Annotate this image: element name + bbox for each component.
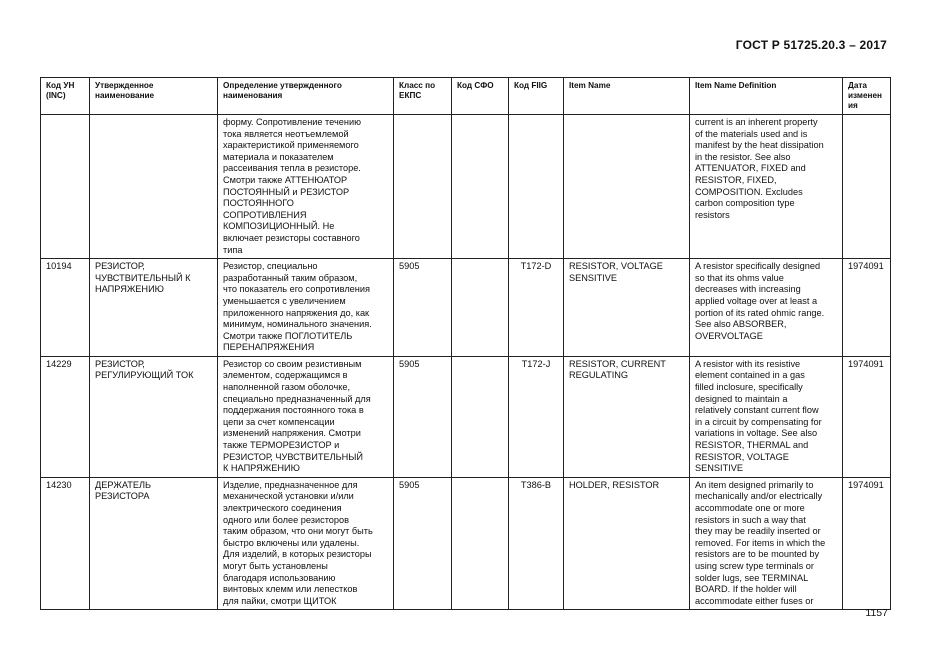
cell-line: designed to maintain a [695,393,788,404]
ekps-cell: 5905 [394,477,452,610]
cell-line: электрического соединения [223,503,342,513]
cell-line: элементом, содержащимся в [223,370,348,381]
definition-en-cell [690,477,843,610]
cell-line: форму. Сопротивление течению [223,117,361,127]
cell-line: SENSITIVE [695,463,743,474]
cell-line: element contained in a gas [695,370,805,381]
cell-line: A resistor specifically designed [695,261,821,272]
cell-line: manifest by the heat dissipation [695,140,824,151]
cell-line: ПОСТОЯННЫЙ и РЕЗИСТОР [223,186,350,197]
cell-line: цепи за счет компенсации [223,416,335,427]
column-header-inc: Код УН (INC) [41,78,90,115]
sfo-cell [452,356,509,477]
cell-line: RESISTOR, VOLTAGE [569,261,663,272]
cell-line: Смотри также ПОГЛОТИТЕЛЬ [223,330,353,341]
cell-line: материала и показателем [223,151,334,162]
cell-line: разработанный таким образом, [223,272,358,283]
column-header-sfo-code: Код СФО [452,78,509,115]
cell-line: solder lugs, see TERMINAL [695,572,809,583]
column-header-item-name-definition: Item Name Definition [690,78,843,115]
cell-line: RESISTOR, THERMAL and [695,440,809,451]
cell-line: РЕЗИСТОР, ЧУВСТВИТЕЛЬНЫЙ [223,451,364,462]
cell-line: using screw type terminals or [695,560,814,571]
date-cell [843,115,891,259]
cell-line: ПЕРЕНАПРЯЖЕНИЯ [223,342,315,353]
cell-line: applied voltage over at least a [695,295,818,306]
table-row [41,259,891,357]
cell-line: BOARD. If the holder will [695,584,797,595]
cell-line: таким образом, что они могут быть [223,526,373,537]
cell-line: приложенного напряжения до, как [223,307,370,318]
cell-line: тока является неотъемлемой [223,128,349,139]
cell-line: SENSITIVE [569,272,617,283]
cell-line: RESISTOR, VOLTAGE [695,451,789,462]
cell-line: благодаря использованию [223,572,336,583]
cell-line: relatively constant current flow [695,405,819,416]
approved-name-cell [90,115,218,259]
cell-line: RESISTOR, CURRENT [569,358,666,369]
cell-line: in the resistor. See also [695,151,791,162]
column-header-change-date: Дата изменения [843,78,891,115]
approved-name-cell [90,477,218,610]
item-name-cell [564,477,690,610]
column-header-definition-ru: Определение утвержденного наименования [218,78,394,115]
cell-line: resistors in such a way that [695,514,806,525]
cell-line: portion of its rated ohmic range. [695,307,825,318]
cell-line: СОПРОТИВЛЕНИЯ [223,209,307,220]
cell-line: ЧУВСТВИТЕЛЬНЫЙ К [95,272,191,283]
cell-line: ДЕРЖАТЕЛЬ [95,479,152,490]
cell-line: they may be readily inserted or [695,526,821,537]
cell-line: винтовых клемм или лепестков [223,584,358,595]
cell-line: so that its ohms value [695,272,784,283]
cell-line: accommodate one or more [695,503,805,513]
cell-line: Резистор со своим резистивным [223,358,362,369]
cell-line: быстро включены или удалены. [223,537,360,548]
cell-line: current is an inherent property [695,117,818,127]
sfo-cell [452,259,509,357]
cell-line: специально предназначенный для [223,393,371,404]
cell-line: характеристикой применяемого [223,140,359,151]
inc-cell: 10194 [41,259,90,357]
inc-cell [41,115,90,259]
cell-line: ATTENUATOR, FIXED and [695,163,806,174]
ekps-cell: 5905 [394,356,452,477]
date-cell: 1974091 [843,477,891,610]
cell-line: See also ABSORBER, [695,319,787,330]
sfo-cell [452,115,509,259]
cell-line: РЕЗИСТОРА [95,491,150,502]
cell-line: КОМПОЗИЦИОННЫЙ. Не [223,221,335,232]
column-header-ekps-class: Класс по ЕКПС [394,78,452,115]
cell-line: RESISTOR, FIXED, [695,174,777,185]
cell-line: A resistor with its resistive [695,358,801,369]
cell-line: in a circuit by compensating for [695,416,822,427]
cell-line: accommodate either fuses or [695,595,814,606]
cell-line: resistors are to be mounted by [695,549,820,560]
table-row-continuation [41,115,891,259]
cell-line: также ТЕРМОРЕЗИСТОР и [223,440,340,451]
item-name-cell [564,115,690,259]
cell-line: могут быть установлены [223,560,328,571]
cell-line: наполненной газом оболочке, [223,382,351,393]
cell-line: variations in voltage. See also [695,428,818,439]
cell-line: REGULATING [569,370,629,381]
column-header-approved-name: Утвержденное наименование [90,78,218,115]
cell-line: carbon composition type [695,198,795,209]
inc-cell: 14229 [41,356,90,477]
cell-line: COMPOSITION. Excludes [695,186,803,197]
approved-name-cell [90,356,218,477]
cell-line: resistors [695,209,730,220]
cell-line: К НАПРЯЖЕНИЮ [223,463,300,474]
item-name-cell [564,259,690,357]
date-cell: 1974091 [843,259,891,357]
ekps-cell [394,115,452,259]
definition-ru-cell [218,115,394,259]
definition-en-cell [690,259,843,357]
table-header-row [41,78,891,115]
cell-line: An item designed primarily to [695,479,814,490]
cell-line: одного или более резисторов [223,514,350,525]
cell-line: filled inclosure, specifically [695,382,803,393]
cell-line: Резистор, специально [223,261,318,272]
cell-line: типа [223,244,243,255]
item-name-cell [564,356,690,477]
cell-line: removed. For items in which the [695,537,826,548]
cell-line: decreases with increasing [695,284,801,295]
ekps-cell: 5905 [394,259,452,357]
cell-line: РЕЗИСТОР, [95,358,145,369]
table-row [41,356,891,477]
fiig-cell: T172-J [509,356,564,477]
cell-line: РЕГУЛИРУЮЩИЙ ТОК [95,370,194,381]
cell-line: поддержания постоянного тока в [223,405,364,416]
cell-line: рассеивания тепла в резисторе. [223,163,361,174]
cell-line: механической установки и/или [223,491,354,502]
cell-line: изменений напряжения. Смотри [223,428,361,439]
cell-line: of the materials used and is [695,128,808,139]
fiig-cell [509,115,564,259]
column-header-fiig-code: Код FIIG [509,78,564,115]
table-row [41,477,891,610]
approved-name-cell [90,259,218,357]
definition-en-cell [690,115,843,259]
column-header-item-name: Item Name [564,78,690,115]
cell-line: НАПРЯЖЕНИЮ [95,284,164,295]
cell-line: mechanically and/or electrically [695,491,823,502]
cell-line: что показатель его сопротивления [223,284,370,295]
cell-line: ПОСТОЯННОГО [223,198,294,209]
cell-line: для пайки, смотри ЩИТОК [223,595,337,606]
cell-line: Смотри также АТТЕНЮАТОР [223,174,348,185]
nomenclature-table [40,77,891,610]
fiig-cell: T386-B [509,477,564,610]
cell-line: РЕЗИСТОР, [95,261,145,272]
cell-line: OVERVOLTAGE [695,330,763,341]
definition-en-cell [690,356,843,477]
page-number: 1157 [865,607,888,619]
fiig-cell: T172-D [509,259,564,357]
date-cell: 1974091 [843,356,891,477]
definition-ru-cell [218,356,394,477]
cell-line: включает резисторы составного [223,232,360,243]
inc-cell: 14230 [41,477,90,610]
sfo-cell [452,477,509,610]
cell-line: уменьшается с увеличением [223,295,346,306]
cell-line: Изделие, предназначенное для [223,479,358,490]
document-title: ГОСТ Р 51725.20.3 – 2017 [735,38,887,52]
definition-ru-cell [218,477,394,610]
cell-line: Для изделий, в которых резисторы [223,549,372,560]
cell-line: минимум, номинального значения. [223,319,372,330]
cell-line: HOLDER, RESISTOR [569,479,660,490]
definition-ru-cell [218,259,394,357]
